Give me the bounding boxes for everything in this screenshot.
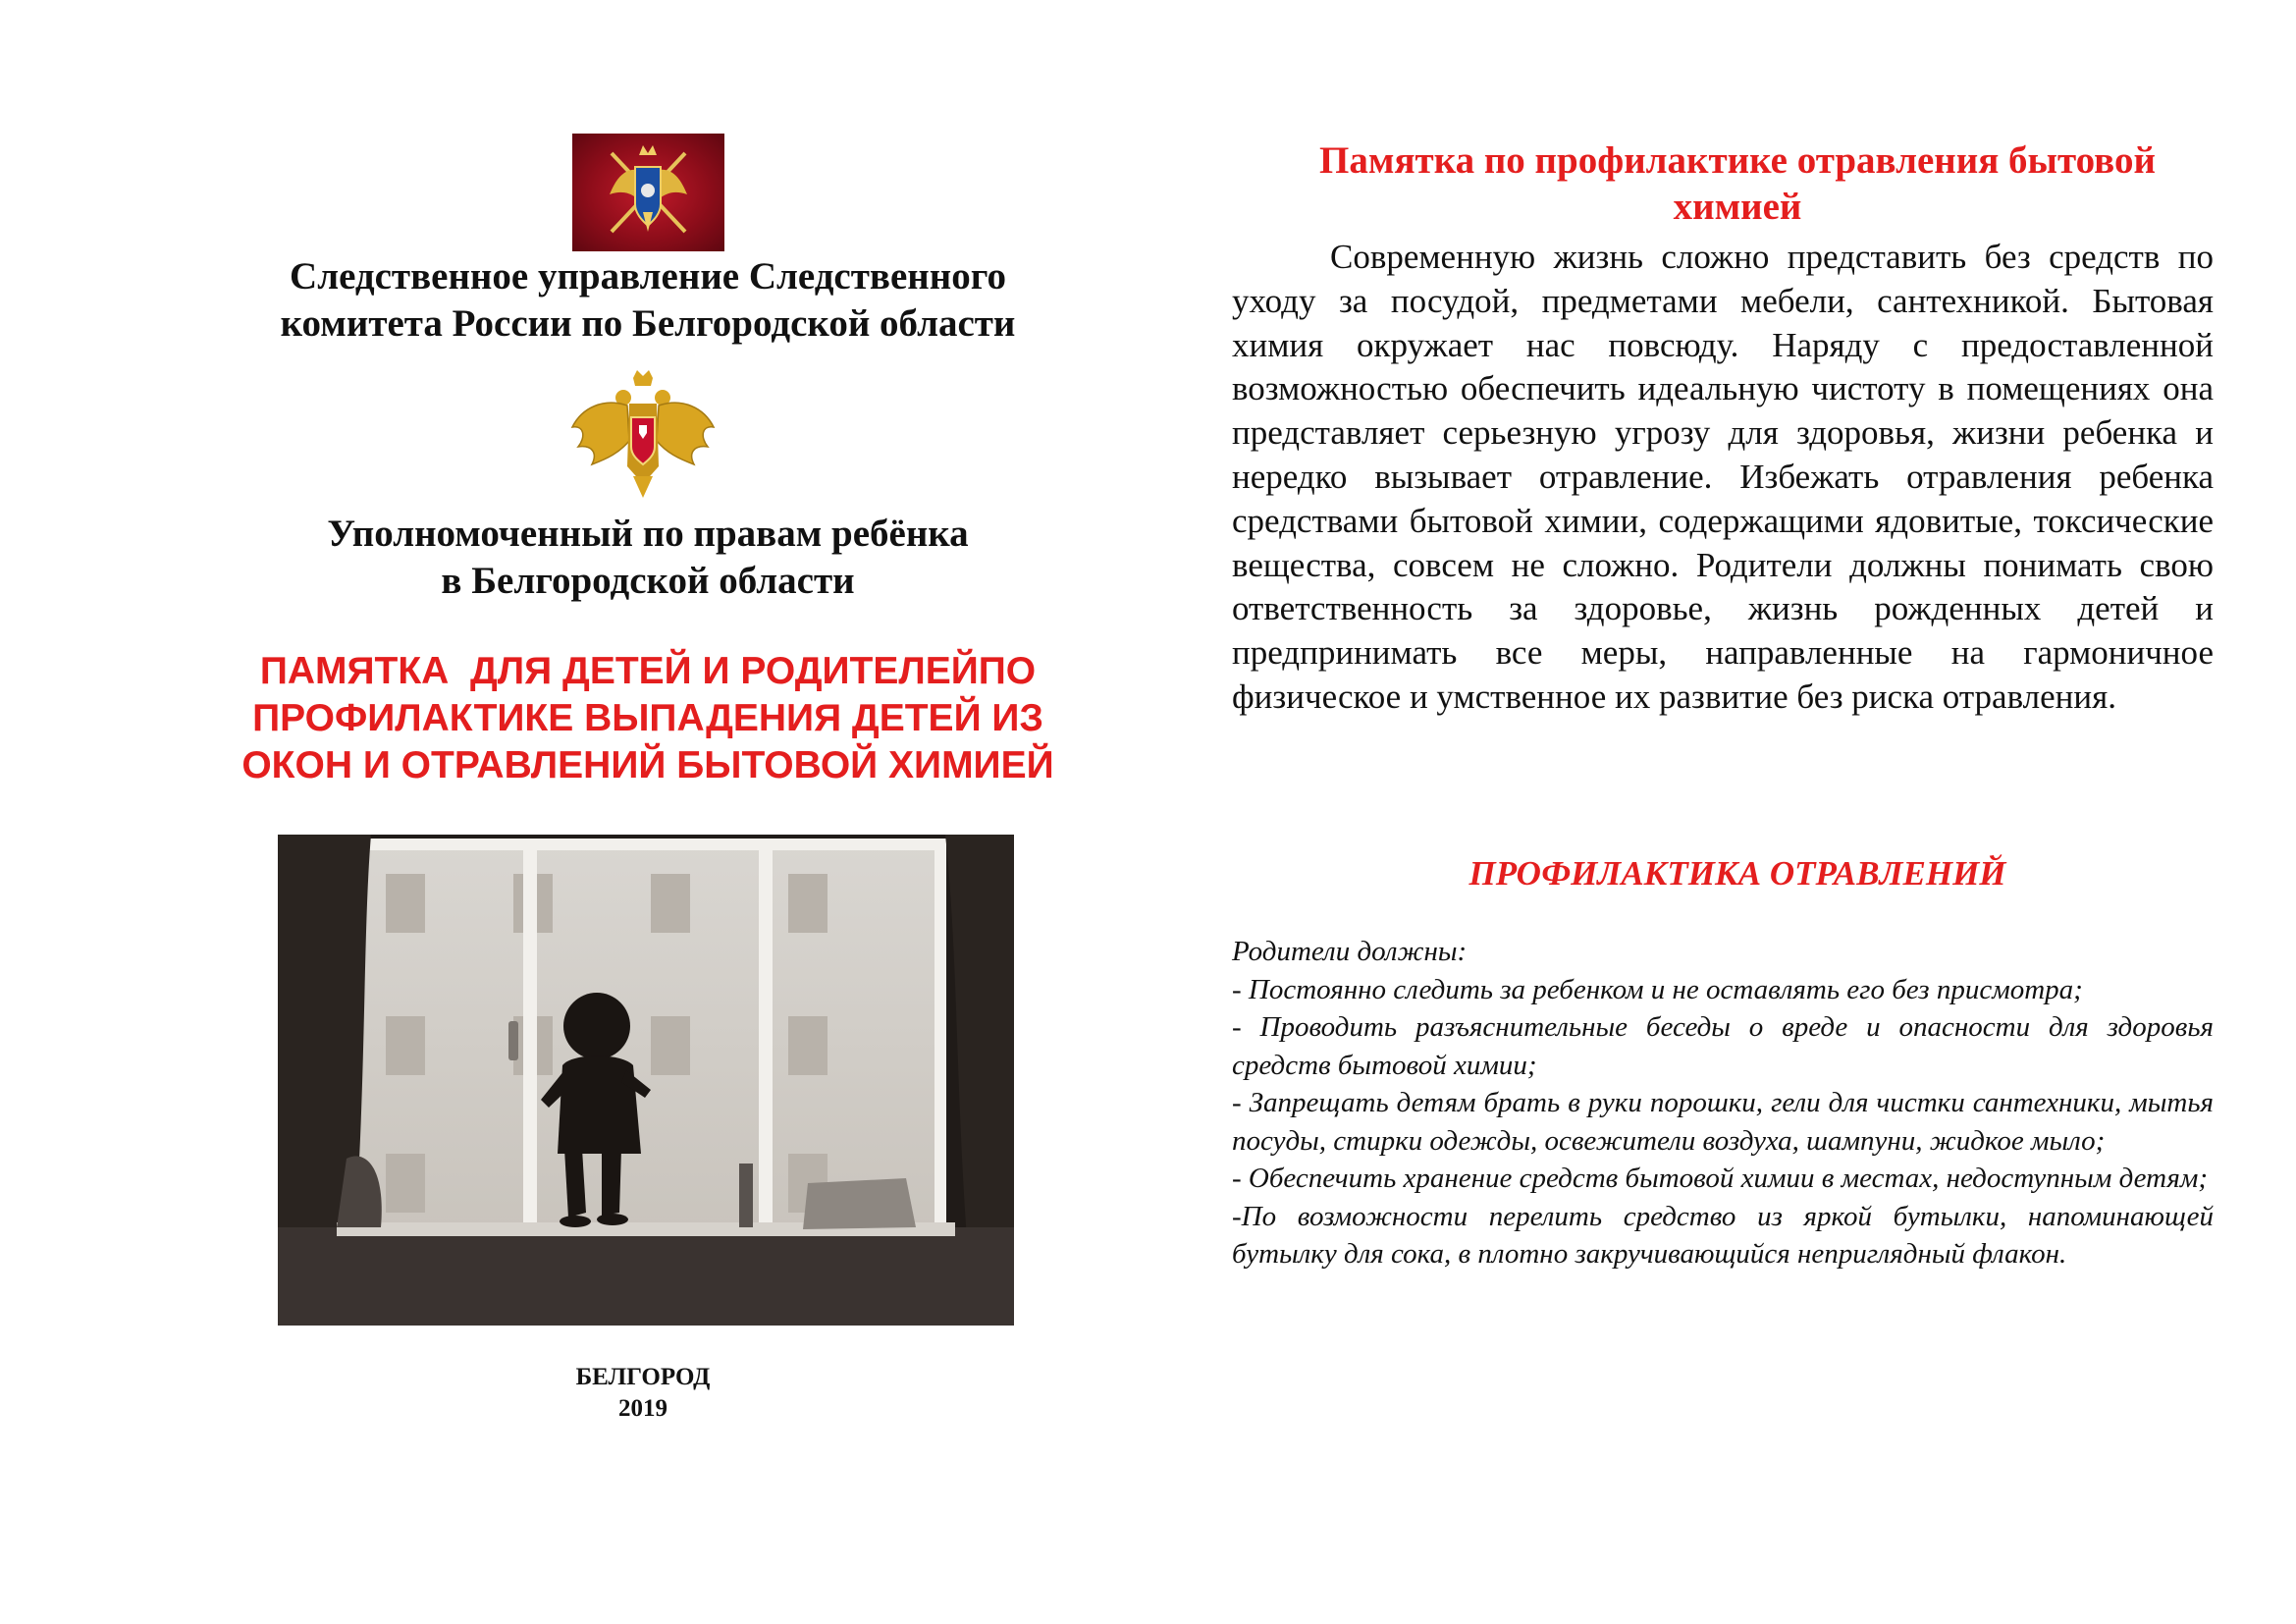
publication-place-year — [442, 1362, 844, 1425]
organization-primary — [147, 253, 1148, 348]
investigative-committee-emblem-icon — [572, 134, 724, 251]
list-item: - Запрещать детям брать в руки порошки, гели для чистки сантехники, мытья посуды, стирки одежды, освежители воздуха, шампуни, жидкое мыло; — [1232, 1087, 2214, 1157]
parents-lead: Родители должны: — [1232, 936, 1468, 967]
intro-paragraph: Современную жизнь сложно представить без средств по уходу за посудой, предметами мебели, сантехникой. Бытовая химия окружает нас повсюду. Наряду с предоставленной возможностью обеспечить идеальную чистоту в помещениях она представляет серьезную угрозу для здоровья, жизни ребенка и нередко вызывает отравление. Избежать отравления ребенка средствами бытовой химии, содержащими ядовитые, токсические вещества, совсем не сложно. Родители должны понимать свою ответственность за здоровье, жизнь рожденных детей и предпринимать все меры, направленные на гармоничное физическое и умственное их развитие без риска отравления. — [1232, 238, 2214, 716]
instructions-list — [1232, 971, 2214, 1273]
org-primary-line2: комитета России по Белгородской области — [280, 302, 1016, 345]
publication-city: БЕЛГОРОД — [575, 1364, 711, 1390]
poisoning-memo-title — [1227, 137, 2248, 230]
double-headed-eagle-icon — [564, 368, 721, 506]
prevention-section-title: ПРОФИЛАКТИКА ОТРАВЛЕНИЙ — [1468, 854, 2006, 893]
poisoning-title-line2: химией — [1673, 186, 1802, 228]
memo-main-title — [128, 648, 1168, 789]
main-title-line1: ПАМЯТКА ДЛЯ ДЕТЕЙ И РОДИТЕЛЕЙПО — [259, 650, 1037, 692]
list-item: - Обеспечить хранение средств бытовой химии в местах, недоступным детям; — [1232, 1163, 2209, 1194]
org-secondary-line1: Уполномоченный по правам ребёнка — [327, 513, 969, 555]
main-title-line2: ПРОФИЛАКТИКЕ ВЫПАДЕНИЯ ДЕТЕЙ ИЗ — [252, 697, 1043, 739]
org-primary-line1: Следственное управление Следственного — [290, 255, 1006, 298]
list-item: - Проводить разъяснительные беседы о вреде и опасности для здоровья средств бытовой химии; — [1232, 1011, 2214, 1081]
content-page — [1178, 0, 2296, 1624]
publication-year: 2019 — [618, 1395, 667, 1422]
org-secondary-line2: в Белгородской области — [441, 560, 855, 602]
main-title-line3: ОКОН И ОТРАВЛЕНИЙ БЫТОВОЙ ХИМИЕЙ — [241, 744, 1054, 786]
child-at-window-photo — [278, 835, 1014, 1326]
organization-secondary — [147, 511, 1148, 605]
poisoning-title-line1: Памятка по профилактике отравления бытовой — [1319, 139, 2156, 182]
parents-instructions — [1232, 933, 2214, 1273]
list-item: - Постоянно следить за ребенком и не оставлять его без присмотра; — [1232, 973, 2083, 1005]
list-item: -По возможности перелить средство из яркой бутылки, напоминающей бутылку для сока, в плотно закручивающийся неприглядный флакон. — [1232, 1200, 2214, 1270]
